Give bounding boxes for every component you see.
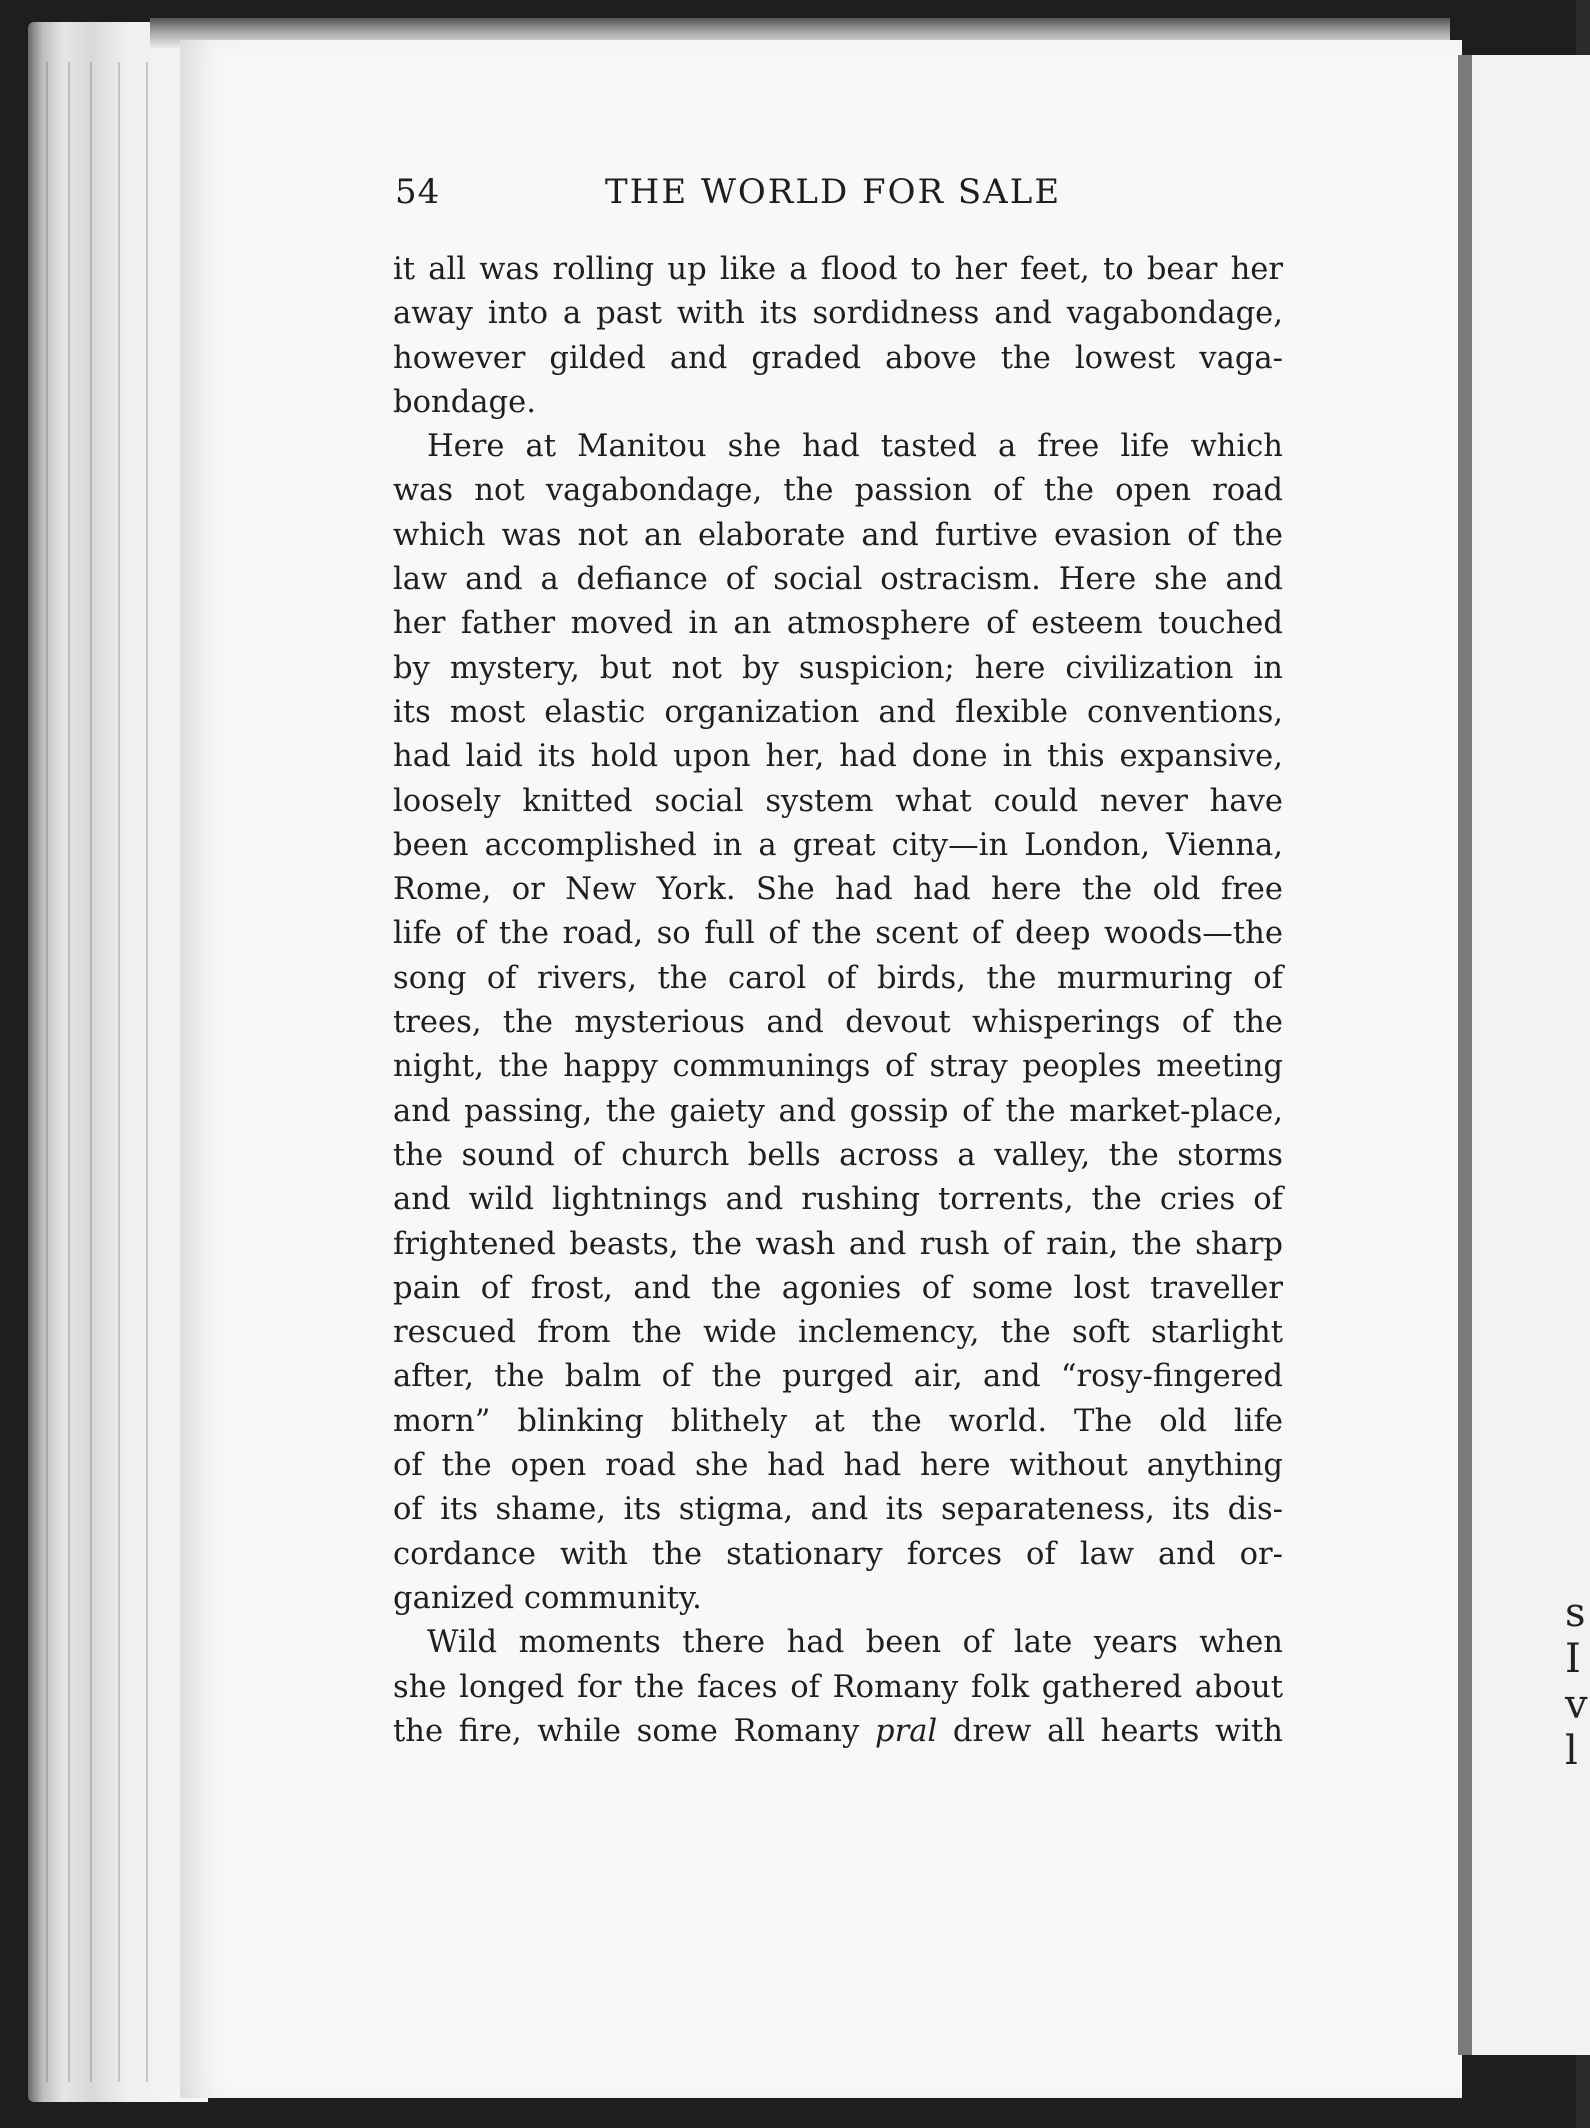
text-line: law and a defiance of social ostracism. Here she and bbox=[393, 562, 1283, 598]
paragraph-3 bbox=[393, 1621, 1283, 1754]
text-line: she longed for the faces of Romany folk gathered about bbox=[393, 1669, 1283, 1705]
text-line: Here at Manitou she had tasted a free life which bbox=[427, 429, 1283, 465]
text-line: however gilded and graded above the lowest vaga- bbox=[393, 340, 1283, 376]
paragraph-2 bbox=[393, 425, 1283, 1621]
facing-page-mark: I bbox=[1565, 1636, 1581, 1682]
text-line-final bbox=[393, 1710, 1283, 1754]
text-line: pain of frost, and the agonies of some lost traveller bbox=[393, 1270, 1283, 1306]
page-edge-line bbox=[146, 62, 148, 2082]
text-line: was not vagabondage, the passion of the open road bbox=[393, 473, 1283, 509]
page-edge-line bbox=[118, 62, 120, 2082]
text-segment: the fire, while some Romany bbox=[393, 1713, 875, 1749]
page-number: 54 bbox=[395, 172, 441, 212]
text-line: had laid its hold upon her, had done in this expansive, bbox=[393, 739, 1283, 775]
text-line: Rome, or New York. She had had here the old free bbox=[393, 872, 1283, 908]
page-edge-line bbox=[90, 62, 92, 2082]
text-line: its most elastic organization and flexible conventions, bbox=[393, 694, 1283, 730]
page-edge-line bbox=[68, 62, 70, 2082]
facing-page-mark: l bbox=[1565, 1728, 1578, 1774]
book-title: THE WORLD FOR SALE bbox=[605, 172, 1062, 212]
body-text bbox=[393, 248, 1283, 1754]
facing-page-mark: v bbox=[1565, 1682, 1588, 1728]
text-line: after, the balm of the purged air, and “rosy-fingered bbox=[393, 1359, 1283, 1395]
text-line: been accomplished in a great city—in London, Vienna, bbox=[393, 827, 1283, 863]
text-line: by mystery, but not by suspicion; here civilization in bbox=[393, 650, 1283, 686]
text-line: and wild lightnings and rushing torrents, the cries of bbox=[393, 1182, 1283, 1218]
text-line: life of the road, so full of the scent of deep woods—the bbox=[393, 916, 1283, 952]
text-line: of its shame, its stigma, and its separateness, its dis- bbox=[393, 1492, 1283, 1528]
text-line: loosely knitted social system what could never have bbox=[393, 783, 1283, 819]
italic-word: pral bbox=[874, 1713, 938, 1749]
text-line: Wild moments there had been of late years when bbox=[427, 1625, 1283, 1661]
text-line: night, the happy communings of stray peoples meeting bbox=[393, 1049, 1283, 1085]
text-line: rescued from the wide inclemency, the soft starlight bbox=[393, 1315, 1283, 1351]
text-line: away into a past with its sordidness and vagabondage, bbox=[393, 296, 1283, 332]
page-edge-line bbox=[46, 62, 48, 2082]
text-line: song of rivers, the carol of birds, the murmuring of bbox=[393, 960, 1283, 996]
running-head bbox=[395, 172, 1280, 222]
paragraph-1 bbox=[393, 248, 1283, 425]
text-line: frightened beasts, the wash and rush of rain, the sharp bbox=[393, 1226, 1283, 1262]
text-line: which was not an elaborate and furtive evasion of the bbox=[393, 517, 1283, 553]
text-line: the sound of church bells across a valley, the storms bbox=[393, 1137, 1283, 1173]
text-line: her father moved in an atmosphere of esteem touched bbox=[393, 606, 1283, 642]
text-line: cordance with the stationary forces of law and or- bbox=[393, 1536, 1283, 1572]
text-line: bondage. bbox=[393, 384, 536, 420]
text-line: it all was rolling up like a flood to her feet, to bear her bbox=[393, 252, 1283, 287]
text-line: trees, the mysterious and devout whisperings of the bbox=[393, 1005, 1283, 1041]
text-line: of the open road she had had here without anything bbox=[393, 1448, 1283, 1484]
text-segment: drew all hearts with bbox=[937, 1713, 1283, 1749]
text-line: and passing, the gaiety and gossip of the market-place, bbox=[393, 1093, 1283, 1129]
text-line: ganized community. bbox=[393, 1580, 702, 1616]
facing-page-mark: s bbox=[1565, 1590, 1586, 1636]
text-line: morn” blinking blithely at the world. The old life bbox=[393, 1403, 1283, 1439]
